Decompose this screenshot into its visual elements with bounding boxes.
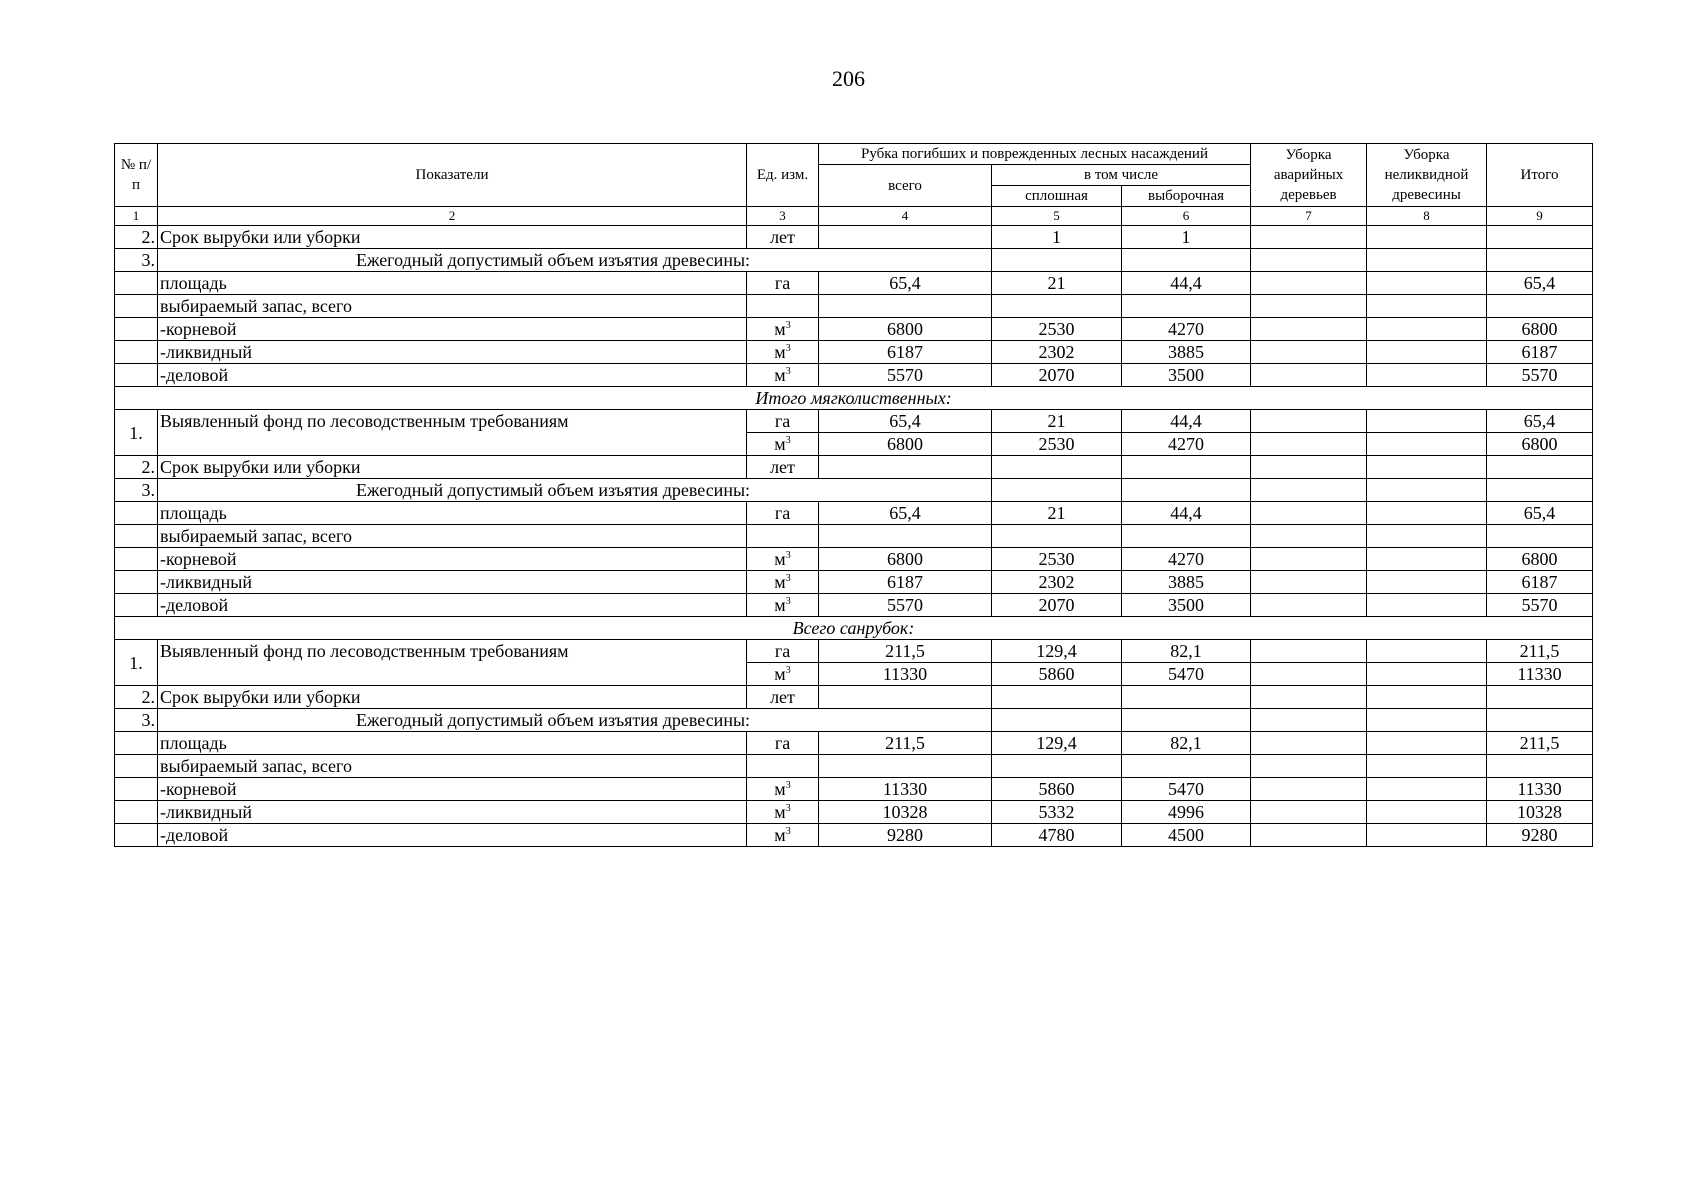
cell-nonliquid [1367,548,1487,571]
cell-selective: 3885 [1122,341,1251,364]
row-num [115,732,158,755]
header-itogo: Итого [1487,144,1593,207]
column-number: 3 [747,207,819,226]
section-title: Итого мягколиственных: [115,387,1593,410]
cell-selective: 4270 [1122,548,1251,571]
table-row [115,456,1593,479]
header-num: № п/п [115,144,158,207]
row-num [115,571,158,594]
cell-emergency [1251,778,1367,801]
cell-clear [992,479,1122,502]
table-row [115,502,1593,525]
cell-nonliquid [1367,249,1487,272]
cell-total: 6800 [819,433,992,456]
cell-itogo: 6800 [1487,433,1593,456]
row-unit [747,548,819,571]
cell-selective [1122,295,1251,318]
cell-total [819,755,992,778]
unit-superscript: 3 [785,550,791,561]
unit-text: м [774,572,786,592]
row-unit [747,594,819,617]
row-unit [747,341,819,364]
row-num: 1. [115,410,158,456]
cell-selective: 4996 [1122,801,1251,824]
cell-itogo: 10328 [1487,801,1593,824]
cell-nonliquid [1367,502,1487,525]
unit-superscript: 3 [785,573,791,584]
table-row [115,364,1593,387]
column-number: 5 [992,207,1122,226]
cell-itogo: 5570 [1487,594,1593,617]
page-number: 206 [832,66,865,91]
cell-emergency [1251,732,1367,755]
row-num [115,778,158,801]
column-number: 8 [1367,207,1487,226]
row-num [115,318,158,341]
cell-nonliquid [1367,410,1487,433]
cell-total: 6800 [819,318,992,341]
row-label: Выявленный фонд по лесоводственным требованиям [158,640,747,686]
cell-clear: 2302 [992,341,1122,364]
cell-selective: 44,4 [1122,502,1251,525]
table-row [115,801,1593,824]
cell-emergency [1251,640,1367,663]
row-unit [747,801,819,824]
cell-total: 5570 [819,364,992,387]
row-unit: га [747,732,819,755]
unit-superscript: 3 [785,665,791,676]
cell-selective [1122,479,1251,502]
row-unit: лет [747,686,819,709]
cell-total: 65,4 [819,502,992,525]
header-indicators: Показатели [158,144,747,207]
unit-text: м [774,802,786,822]
cell-itogo: 211,5 [1487,640,1593,663]
row-label: -деловой [158,594,747,617]
cell-selective: 44,4 [1122,272,1251,295]
cell-selective: 44,4 [1122,410,1251,433]
header-emergency: Уборка аварийных деревьев [1251,144,1367,207]
cell-total [819,686,992,709]
table-row [115,640,1593,663]
cell-total [819,525,992,548]
unit-text: м [774,779,786,799]
cell-clear [992,295,1122,318]
row-unit [747,318,819,341]
row-label: выбираемый запас, всего [158,295,747,318]
row-num: 3. [115,709,158,732]
cell-nonliquid [1367,364,1487,387]
cell-selective: 82,1 [1122,640,1251,663]
row-num [115,525,158,548]
unit-text: м [774,319,786,339]
header-selective: выборочная [1122,186,1251,207]
section-title-row [115,617,1593,640]
cell-itogo: 6800 [1487,318,1593,341]
cell-emergency [1251,709,1367,732]
cell-itogo [1487,686,1593,709]
row-unit: га [747,410,819,433]
cell-clear: 4780 [992,824,1122,847]
table-row [115,824,1593,847]
column-number: 1 [115,207,158,226]
unit-superscript: 3 [785,826,791,837]
cell-emergency [1251,594,1367,617]
cell-clear [992,249,1122,272]
table-row [115,318,1593,341]
cell-total: 6800 [819,548,992,571]
cell-emergency [1251,525,1367,548]
cell-itogo: 211,5 [1487,732,1593,755]
row-label: выбираемый запас, всего [158,525,747,548]
row-num [115,801,158,824]
row-label: Ежегодный допустимый объем изъятия древесины: [158,479,992,502]
cell-itogo: 9280 [1487,824,1593,847]
cell-selective [1122,249,1251,272]
column-number: 9 [1487,207,1593,226]
row-num [115,502,158,525]
table-row [115,571,1593,594]
cell-selective: 3500 [1122,364,1251,387]
cell-clear: 2302 [992,571,1122,594]
row-num [115,341,158,364]
row-label: -ликвидный [158,801,747,824]
header-including: в том числе [992,165,1251,186]
row-unit [747,525,819,548]
cell-clear [992,755,1122,778]
cell-nonliquid [1367,755,1487,778]
cell-clear: 21 [992,272,1122,295]
column-numbers-row [115,207,1593,226]
cell-itogo [1487,479,1593,502]
header-clear: сплошная [992,186,1122,207]
cell-itogo: 5570 [1487,364,1593,387]
section-title: Всего санрубок: [115,617,1593,640]
cell-itogo [1487,226,1593,249]
cell-itogo: 6187 [1487,571,1593,594]
cell-clear [992,525,1122,548]
row-label: -деловой [158,824,747,847]
cell-selective: 5470 [1122,778,1251,801]
row-num [115,364,158,387]
row-label: -ликвидный [158,571,747,594]
table-row [115,755,1593,778]
cell-selective: 3885 [1122,571,1251,594]
row-unit: га [747,640,819,663]
cell-selective: 82,1 [1122,732,1251,755]
cell-emergency [1251,272,1367,295]
table-row [115,732,1593,755]
cell-nonliquid [1367,686,1487,709]
cell-itogo: 65,4 [1487,272,1593,295]
row-num: 2. [115,226,158,249]
column-number: 2 [158,207,747,226]
cell-nonliquid [1367,801,1487,824]
unit-superscript: 3 [785,366,791,377]
cell-selective: 5470 [1122,663,1251,686]
cell-nonliquid [1367,640,1487,663]
unit-text: м [774,549,786,569]
row-label: Срок вырубки или уборки [158,456,747,479]
cell-selective [1122,456,1251,479]
column-number: 4 [819,207,992,226]
cell-nonliquid [1367,778,1487,801]
cell-emergency [1251,686,1367,709]
cell-nonliquid [1367,571,1487,594]
row-label: Срок вырубки или уборки [158,226,747,249]
table-row [115,341,1593,364]
cell-clear [992,686,1122,709]
row-label: площадь [158,732,747,755]
row-label: Выявленный фонд по лесоводственным требованиям [158,410,747,456]
column-number: 7 [1251,207,1367,226]
unit-text: м [774,664,786,684]
header-unit: Ед. изм. [747,144,819,207]
cell-nonliquid [1367,479,1487,502]
cell-total: 65,4 [819,410,992,433]
header-total-sub: всего [819,165,992,207]
cell-clear: 5860 [992,778,1122,801]
row-unit [747,364,819,387]
cell-selective: 1 [1122,226,1251,249]
cell-itogo: 6187 [1487,341,1593,364]
row-num: 2. [115,686,158,709]
row-label: Ежегодный допустимый объем изъятия древесины: [158,709,992,732]
cell-selective [1122,686,1251,709]
row-unit [747,571,819,594]
unit-text: м [774,595,786,615]
header-felling-group: Рубка погибших и поврежденных лесных насаждений [819,144,1251,165]
table-row [115,686,1593,709]
cell-emergency [1251,801,1367,824]
unit-superscript: 3 [785,435,791,446]
row-num [115,295,158,318]
row-label: Ежегодный допустимый объем изъятия древесины: [158,249,992,272]
cell-clear [992,456,1122,479]
row-unit: лет [747,226,819,249]
unit-superscript: 3 [785,343,791,354]
row-num: 2. [115,456,158,479]
cell-itogo [1487,249,1593,272]
cell-total: 211,5 [819,732,992,755]
cell-total: 5570 [819,594,992,617]
cell-emergency [1251,755,1367,778]
cell-nonliquid [1367,433,1487,456]
table-row [115,226,1593,249]
cell-clear: 5860 [992,663,1122,686]
table-row [115,272,1593,295]
cell-nonliquid [1367,226,1487,249]
cell-clear: 21 [992,410,1122,433]
cell-itogo [1487,456,1593,479]
row-unit [747,824,819,847]
cell-emergency [1251,824,1367,847]
cell-itogo [1487,525,1593,548]
row-unit [747,755,819,778]
cell-selective [1122,709,1251,732]
cell-emergency [1251,571,1367,594]
section-title-row [115,387,1593,410]
cell-emergency [1251,341,1367,364]
unit-text: м [774,342,786,362]
cell-nonliquid [1367,341,1487,364]
cell-clear: 21 [992,502,1122,525]
cell-selective: 4270 [1122,318,1251,341]
cell-emergency [1251,548,1367,571]
row-num [115,824,158,847]
row-label: -корневой [158,548,747,571]
cell-nonliquid [1367,732,1487,755]
row-unit: га [747,502,819,525]
unit-superscript: 3 [785,780,791,791]
cell-nonliquid [1367,295,1487,318]
table-row [115,709,1593,732]
row-unit [747,778,819,801]
cell-itogo: 11330 [1487,663,1593,686]
cell-itogo [1487,709,1593,732]
row-label: Срок вырубки или уборки [158,686,747,709]
cell-total: 9280 [819,824,992,847]
row-unit: лет [747,456,819,479]
row-label: площадь [158,272,747,295]
table-row [115,249,1593,272]
cell-nonliquid [1367,272,1487,295]
cell-clear [992,709,1122,732]
cell-nonliquid [1367,525,1487,548]
row-label: -корневой [158,778,747,801]
cell-clear: 2530 [992,548,1122,571]
cell-nonliquid [1367,824,1487,847]
cell-clear: 129,4 [992,640,1122,663]
cell-total: 11330 [819,778,992,801]
cell-total: 65,4 [819,272,992,295]
row-label: выбираемый запас, всего [158,755,747,778]
cell-emergency [1251,663,1367,686]
cell-nonliquid [1367,663,1487,686]
row-num: 3. [115,249,158,272]
row-unit: га [747,272,819,295]
row-label: -ликвидный [158,341,747,364]
unit-text: м [774,365,786,385]
cell-clear: 2070 [992,364,1122,387]
cell-emergency [1251,502,1367,525]
cell-total: 6187 [819,571,992,594]
row-unit [747,663,819,686]
row-num [115,272,158,295]
row-num: 3. [115,479,158,502]
cell-itogo: 65,4 [1487,410,1593,433]
row-label: -корневой [158,318,747,341]
cell-total: 11330 [819,663,992,686]
cell-emergency [1251,410,1367,433]
row-label: -деловой [158,364,747,387]
cell-nonliquid [1367,709,1487,732]
cell-emergency [1251,456,1367,479]
cell-emergency [1251,226,1367,249]
row-num [115,594,158,617]
cell-nonliquid [1367,594,1487,617]
table-row [115,479,1593,502]
cell-emergency [1251,249,1367,272]
cell-nonliquid [1367,318,1487,341]
cell-total: 6187 [819,341,992,364]
cell-emergency [1251,295,1367,318]
cell-clear: 1 [992,226,1122,249]
cell-clear: 129,4 [992,732,1122,755]
table-row [115,295,1593,318]
unit-text: м [774,434,786,454]
cell-emergency [1251,479,1367,502]
cell-itogo: 65,4 [1487,502,1593,525]
unit-superscript: 3 [785,320,791,331]
cell-total [819,226,992,249]
column-number: 6 [1122,207,1251,226]
cell-emergency [1251,364,1367,387]
cell-selective: 4500 [1122,824,1251,847]
header-nonliquid: Уборка неликвидной древесины [1367,144,1487,207]
cell-clear: 5332 [992,801,1122,824]
row-unit [747,295,819,318]
row-num [115,755,158,778]
cell-clear: 2070 [992,594,1122,617]
felling-table [114,143,1593,847]
row-num: 1. [115,640,158,686]
cell-itogo [1487,755,1593,778]
row-num [115,548,158,571]
unit-superscript: 3 [785,596,791,607]
cell-selective [1122,525,1251,548]
cell-clear: 2530 [992,318,1122,341]
table-row [115,548,1593,571]
cell-clear: 2530 [992,433,1122,456]
table-row [115,778,1593,801]
cell-selective: 3500 [1122,594,1251,617]
row-label: площадь [158,502,747,525]
cell-total [819,295,992,318]
unit-superscript: 3 [785,803,791,814]
cell-selective: 4270 [1122,433,1251,456]
table-row [115,525,1593,548]
header-row-1 [115,144,1593,165]
cell-nonliquid [1367,456,1487,479]
unit-text: м [774,825,786,845]
cell-total [819,456,992,479]
table-row [115,594,1593,617]
table-row [115,410,1593,433]
cell-emergency [1251,433,1367,456]
cell-itogo [1487,295,1593,318]
cell-total: 211,5 [819,640,992,663]
cell-itogo: 11330 [1487,778,1593,801]
cell-total: 10328 [819,801,992,824]
cell-emergency [1251,318,1367,341]
cell-itogo: 6800 [1487,548,1593,571]
cell-selective [1122,755,1251,778]
row-unit [747,433,819,456]
